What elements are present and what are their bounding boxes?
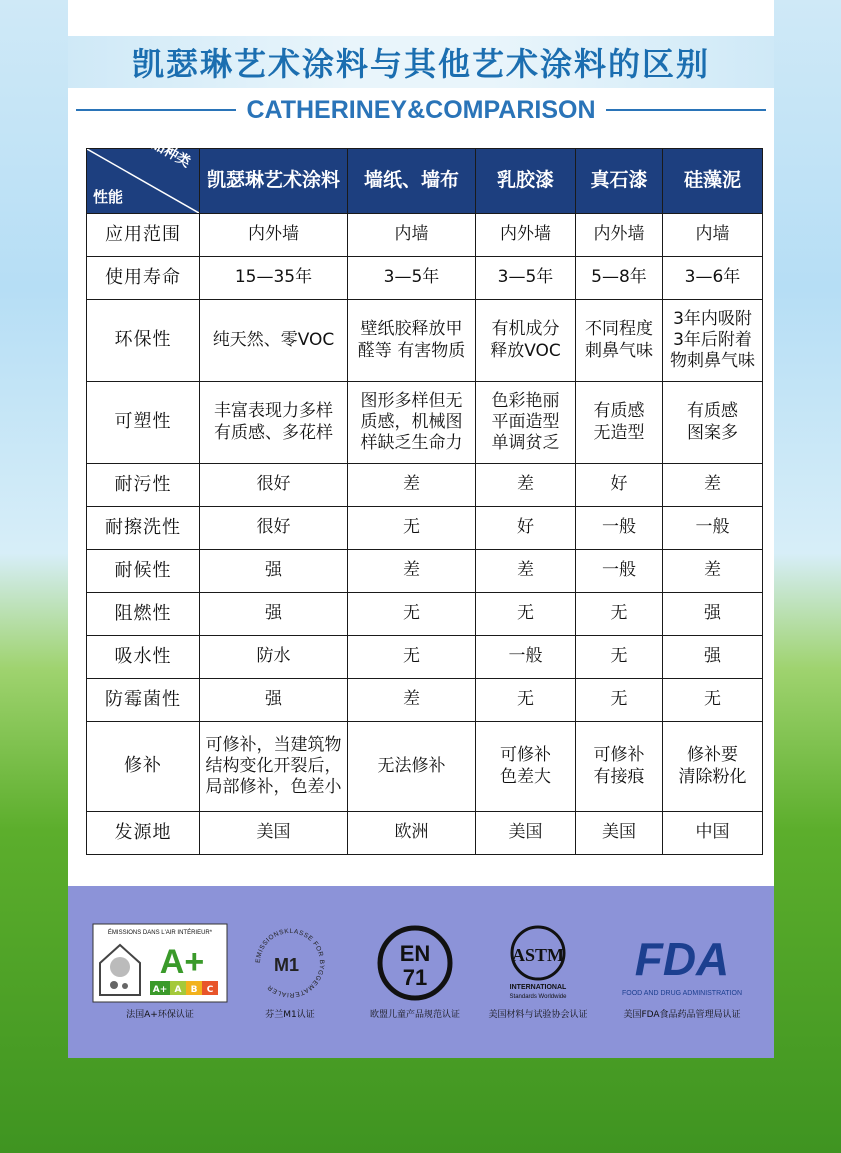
en71-line1: EN (399, 941, 431, 966)
table-cell: 无 (348, 593, 476, 636)
subtitle-rule-right (606, 109, 766, 111)
cert-m1 (250, 923, 330, 1020)
column-header: 墙纸、墙布 (348, 149, 476, 214)
table-cell: 强 (663, 593, 763, 636)
cert-caption: 美国材料与试验协会认证 (488, 1010, 588, 1020)
astm-logo (488, 923, 588, 1003)
table-row (87, 636, 763, 679)
cert-aplus (92, 923, 228, 1020)
table-cell: 5—8年 (576, 257, 663, 300)
table-row (87, 257, 763, 300)
m1-logo (250, 923, 330, 1003)
corner-header (87, 129, 200, 214)
table-cell: 很好 (200, 464, 348, 507)
row-header: 发源地 (87, 812, 200, 855)
row-header: 阻燃性 (87, 593, 200, 636)
table-cell: 无 (476, 679, 576, 722)
row-header: 应用范围 (87, 214, 200, 257)
table-cell: 内外墙 (476, 214, 576, 257)
table-cell: 无 (476, 593, 576, 636)
fda-logo (612, 923, 752, 1003)
column-header: 乳胶漆 (476, 149, 576, 214)
title-band (68, 36, 774, 88)
table-cell: 图形多样但无 质感，机械图 样缺乏生命力 (348, 382, 476, 464)
table-cell: 无 (576, 593, 663, 636)
table-cell: 可修补，当建筑物 结构变化开裂后， 局部修补，色差小 (200, 722, 348, 812)
table-cell: 差 (476, 550, 576, 593)
table-cell: 无法修补 (348, 722, 476, 812)
cert-caption: 芬兰M1认证 (265, 1010, 315, 1020)
table-cell: 有机成分 释放VOC (476, 300, 576, 382)
table-cell: 内墙 (663, 214, 763, 257)
table-row (87, 300, 763, 382)
row-header: 耐污性 (87, 464, 200, 507)
page-title: 凯瑟琳艺术涂料与其他艺术涂料的区别 (131, 45, 710, 83)
table-cell: 丰富表现力多样 有质感、多花样 (200, 382, 348, 464)
row-header: 吸水性 (87, 636, 200, 679)
cert-caption: 欧盟儿童产品规范认证 (370, 1010, 461, 1020)
table-row (87, 722, 763, 812)
table-cell: 美国 (476, 812, 576, 855)
table-cell: 好 (476, 507, 576, 550)
table-cell: 欧洲 (348, 812, 476, 855)
table-cell: 内外墙 (200, 214, 348, 257)
table-body (87, 214, 763, 855)
table-cell: 美国 (576, 812, 663, 855)
table-cell: 纯天然、零VOC (200, 300, 348, 382)
column-header: 硅藻泥 (663, 149, 763, 214)
row-header: 耐候性 (87, 550, 200, 593)
table-cell: 美国 (200, 812, 348, 855)
table-cell: 不同程度 刺鼻气味 (576, 300, 663, 382)
table-cell: 差 (348, 550, 476, 593)
table-cell: 一般 (576, 550, 663, 593)
row-header: 耐擦洗性 (87, 507, 200, 550)
row-header: 使用寿命 (87, 257, 200, 300)
cert-en71 (370, 923, 460, 1020)
row-header: 环保性 (87, 300, 200, 382)
table-cell: 差 (663, 550, 763, 593)
column-header: 凯瑟琳艺术涂料 (200, 149, 348, 214)
corner-label-performance: 性能 (93, 188, 124, 207)
m1-ring-text: EMISSIONSKLASSE FOR BYGGEMATERIALER (254, 927, 326, 999)
table-row (87, 679, 763, 722)
table-cell: 差 (348, 679, 476, 722)
table-cell: 无 (663, 679, 763, 722)
row-header: 防霉菌性 (87, 679, 200, 722)
table-cell: 修补要 清除粉化 (663, 722, 763, 812)
table-cell: 有质感 无造型 (576, 382, 663, 464)
aplus-scale-3: C (206, 985, 214, 995)
table-cell: 无 (348, 507, 476, 550)
table-cell: 差 (476, 464, 576, 507)
table-cell: 强 (200, 593, 348, 636)
aplus-top-text: ÉMISSIONS DANS L'AIR INTÉRIEUR* (107, 930, 213, 936)
fda-line1: FOOD AND DRUG ADMINISTRATION (621, 990, 743, 997)
fda-mark: FDA (634, 933, 730, 985)
aplus-logo (92, 923, 228, 1003)
table-row (87, 382, 763, 464)
subtitle-row (76, 94, 766, 126)
en71-line2: 71 (402, 965, 428, 990)
table-cell: 可修补 有接痕 (576, 722, 663, 812)
table-cell: 内墙 (348, 214, 476, 257)
table-cell: 3年内吸附 3年后附着 物刺鼻气味 (663, 300, 763, 382)
table-cell: 无 (348, 636, 476, 679)
m1-mark: M1 (274, 955, 300, 975)
astm-mark: ASTM (511, 945, 565, 965)
table-row (87, 593, 763, 636)
table-cell: 一般 (576, 507, 663, 550)
table-cell: 差 (663, 464, 763, 507)
en71-logo (375, 923, 455, 1003)
table-cell: 15—35年 (200, 257, 348, 300)
table-cell: 防水 (200, 636, 348, 679)
table-row (87, 214, 763, 257)
astm-line2: Standards Worldwide (509, 994, 567, 1000)
table-cell: 好 (576, 464, 663, 507)
table-row (87, 812, 763, 855)
aplus-scale-0: A+ (152, 985, 168, 995)
table-cell: 壁纸胶释放甲 醛等 有害物质 (348, 300, 476, 382)
astm-line1: INTERNATIONAL (509, 984, 567, 991)
table-cell: 色彩艳丽 平面造型 单调贫乏 (476, 382, 576, 464)
cert-caption: 法国A+环保认证 (126, 1010, 194, 1020)
row-header: 修补 (87, 722, 200, 812)
row-header: 可塑性 (87, 382, 200, 464)
comparison-table (86, 129, 763, 855)
column-header: 真石漆 (576, 149, 663, 214)
table-cell: 强 (200, 550, 348, 593)
table-row (87, 507, 763, 550)
table-cell: 3—5年 (348, 257, 476, 300)
table-row (87, 464, 763, 507)
aplus-scale-2: B (190, 985, 198, 995)
table-cell: 无 (576, 636, 663, 679)
table-row (87, 550, 763, 593)
table-cell: 无 (576, 679, 663, 722)
table-cell: 3—6年 (663, 257, 763, 300)
table-cell: 可修补 色差大 (476, 722, 576, 812)
table-cell: 中国 (663, 812, 763, 855)
table-cell: 差 (348, 464, 476, 507)
cert-fda (612, 923, 752, 1020)
table-cell: 强 (200, 679, 348, 722)
table-cell: 强 (663, 636, 763, 679)
cert-caption: 美国FDA食品药品管理局认证 (623, 1010, 741, 1020)
aplus-scale-1: A (174, 985, 182, 995)
aplus-grade: A+ (159, 943, 205, 981)
table-cell: 一般 (476, 636, 576, 679)
corner-label-product: 产品种类 (136, 129, 193, 171)
table-header-row (87, 149, 763, 214)
table-cell: 一般 (663, 507, 763, 550)
table-cell: 3—5年 (476, 257, 576, 300)
table-cell: 内外墙 (576, 214, 663, 257)
page-subtitle: CATHERINEY&COMPARISON (246, 95, 596, 124)
subtitle-rule-left (76, 109, 236, 111)
table-cell: 有质感 图案多 (663, 382, 763, 464)
table-cell: 很好 (200, 507, 348, 550)
cert-astm (488, 923, 588, 1020)
